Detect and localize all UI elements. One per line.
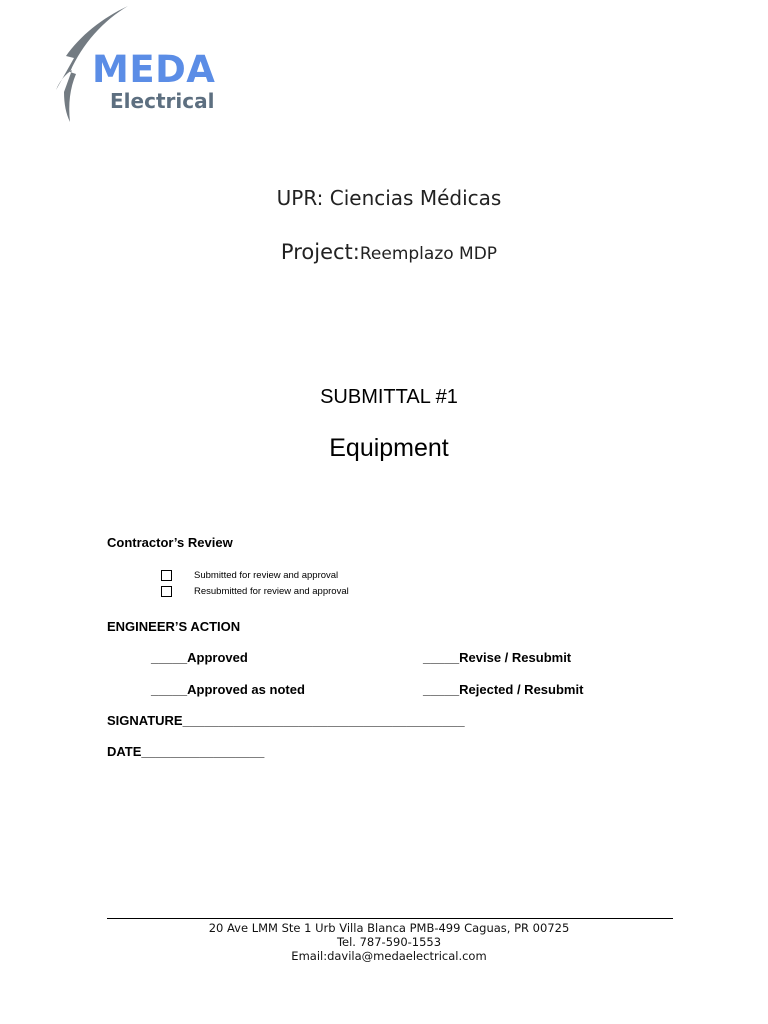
project-value: Reemplazo MDP	[359, 244, 498, 264]
logo-brand-text: MEDA	[92, 48, 216, 91]
checkbox-label: Submitted for review and approval	[194, 570, 339, 581]
action-approved: _____Approved	[151, 650, 248, 665]
signature-line: SIGNATURE_______________________________________	[107, 713, 465, 728]
action-revise-resubmit: _____Revise / Resubmit	[423, 650, 572, 665]
action-rejected-resubmit: _____Rejected / Resubmit	[423, 682, 584, 697]
review-option-resubmitted[interactable]	[161, 586, 349, 597]
checkbox-submitted[interactable]	[161, 570, 172, 581]
footer-address: 20 Ave LMM Ste 1 Urb Villa Blanca PMB-499 Caguas, PR 00725	[208, 921, 570, 935]
engineer-action-title: ENGINEER’S ACTION	[107, 619, 241, 634]
contractor-review-title: Contractor’s Review	[107, 535, 233, 550]
footer-email: Email:davila@medaelectrical.com	[291, 949, 487, 963]
review-option-submitted[interactable]	[161, 570, 338, 581]
client-name: UPR: Ciencias Médicas	[276, 186, 502, 210]
project-line	[0, 240, 768, 264]
checkbox-label: Resubmitted for review and approval	[194, 586, 349, 597]
action-approved-as-noted: _____Approved as noted	[151, 682, 305, 697]
submittal-subject: Equipment	[329, 434, 449, 462]
date-line: DATE_________________	[107, 744, 265, 759]
company-logo	[52, 4, 232, 124]
submittal-number: SUBMITTAL #1	[320, 386, 458, 408]
footer-divider	[107, 918, 673, 919]
footer-phone: Tel. 787-590-1553	[336, 935, 442, 949]
checkbox-resubmitted[interactable]	[161, 586, 172, 597]
project-label: Project:	[280, 240, 360, 264]
logo-sub-text: Electrical	[110, 89, 215, 113]
